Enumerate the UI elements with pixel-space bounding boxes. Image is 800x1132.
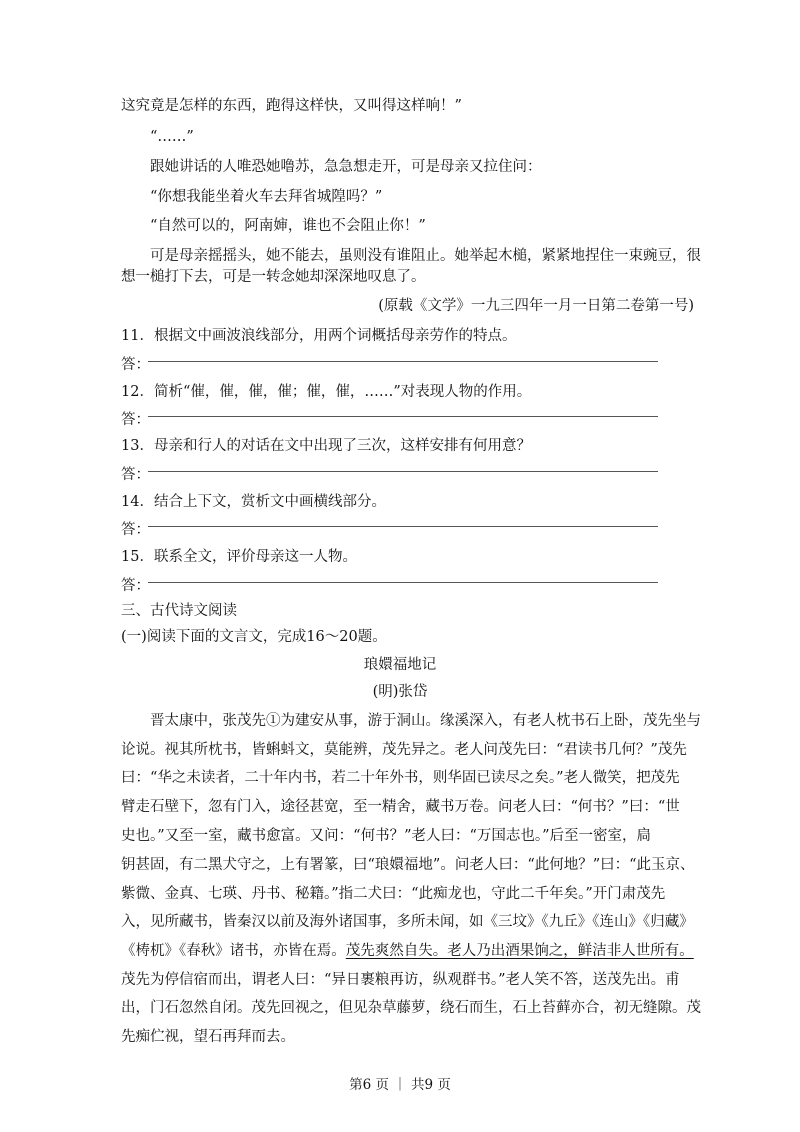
passage-line: 论说。视其所枕书，皆蝌蚪文，莫能辨，茂先异之。老人问茂先曰：“君读书几何？”茂先 <box>121 742 687 758</box>
question-15: 15．联系全文，评价母亲这一人物。 <box>121 549 357 565</box>
answer-label: 答： <box>121 357 150 373</box>
passage-line: 入，见所藏书，皆秦汉以前及海外诸国事，多所未闻，如《三坟》《九丘》《连山》《归藏》 <box>121 914 694 930</box>
question-11: 11．根据文中画波浪线部分，用两个词概括母亲劳作的特点。 <box>121 328 517 344</box>
passage-line: 紫微、金真、七瑛、丹书、秘籍。”指二犬曰：“此痴龙也，守此二千年矣。”开门肃茂先 <box>121 886 666 902</box>
passage-title: 琅嬛福地记 <box>363 657 437 673</box>
section-subheading: (一)阅读下面的文言文，完成16～20题。 <box>121 629 387 645</box>
story-line: 可是母亲摇摇头，她不能去，虽则没有谁阻止。她举起木槌，紧紧地捏住一束豌豆，很 <box>150 248 701 264</box>
passage-line: 曰：“华之未读者，二十年内书，若二十年外书，则华固已读尽之矣。”老人微笑，把茂先 <box>121 770 680 786</box>
story-line: “自然可以的，阿南婶，谁也不会阻止你！” <box>150 218 426 234</box>
answer-label: 答： <box>121 412 150 428</box>
story-line: 这究竟是怎样的东西，跑得这样快，又叫得这样响！” <box>121 98 462 114</box>
story-line: “……” <box>150 129 194 145</box>
story-line: “你想我能坐着火车去拜省城隍吗？” <box>150 189 383 205</box>
source-note: (原载《文学》一九三四年一月一日第二卷第一号) <box>378 298 694 314</box>
answer-label: 答： <box>121 467 150 483</box>
story-line: 想一槌打下去，可是一转念她却深深地叹息了。 <box>121 269 426 285</box>
answer-line[interactable] <box>148 582 658 583</box>
question-12: 12．简析“催，催，催，催；催，催，……”对表现人物的作用。 <box>121 384 532 400</box>
question-13: 13．母亲和行人的对话在文中出现了三次，这样安排有何用意？ <box>121 438 531 454</box>
answer-line[interactable] <box>148 471 658 472</box>
story-line: 跟她讲话的人唯恐她噜苏，急急想走开，可是母亲又拉住问： <box>150 159 542 175</box>
underlined-passage: 茂先爽然自失。老人乃出酒果饷之，鲜洁非人世所有。 <box>345 943 694 959</box>
passage-line: 钥甚固，有二黑犬守之，上有署篆，曰“琅嬛福地”。问老人曰：“此何地？”曰：“此玉京、 <box>121 857 695 873</box>
passage-line: 臂走石壁下，忽有门入，途径甚宽，至一精舍，藏书万卷。问老人曰：“何书？”曰：“世 <box>121 799 680 815</box>
answer-line[interactable] <box>148 361 658 362</box>
answer-line[interactable] <box>148 416 658 417</box>
passage-line: 史也。”又至一室，藏书愈富。又问：“何书？”老人曰：“万国志也。”后至一密室，扃 <box>121 828 652 844</box>
question-14: 14．结合上下文，赏析文中画横线部分。 <box>121 494 386 510</box>
passage-line <box>121 941 694 961</box>
passage-author: (明)张岱 <box>372 684 428 700</box>
passage-line: 先痴伫视，望石再拜而去。 <box>121 1029 295 1045</box>
passage-line: 出，门石忽然自闭。茂先回视之，但见杂草藤萝，绕石而生，石上苔藓亦合，初无缝隙。茂 <box>121 1000 701 1016</box>
page-footer: 第6 页 ｜ 共9 页 <box>349 1077 451 1093</box>
passage-text: 《梼杌》《春秋》诸书，亦皆在焉。 <box>121 943 346 959</box>
answer-label: 答： <box>121 522 150 538</box>
passage-line: 茂先为停信宿而出，谓老人曰：“异日裹粮再访，纵观群书。”老人笑不答，送茂先出。甫 <box>121 972 680 988</box>
passage-line: 晋太康中，张茂先①为建安从事，游于洞山。缘溪深入，有老人枕书石上卧，茂先坐与 <box>150 713 701 729</box>
answer-label: 答： <box>121 578 150 594</box>
answer-line[interactable] <box>148 526 658 527</box>
section-heading: 三、古代诗文阅读 <box>121 603 237 619</box>
